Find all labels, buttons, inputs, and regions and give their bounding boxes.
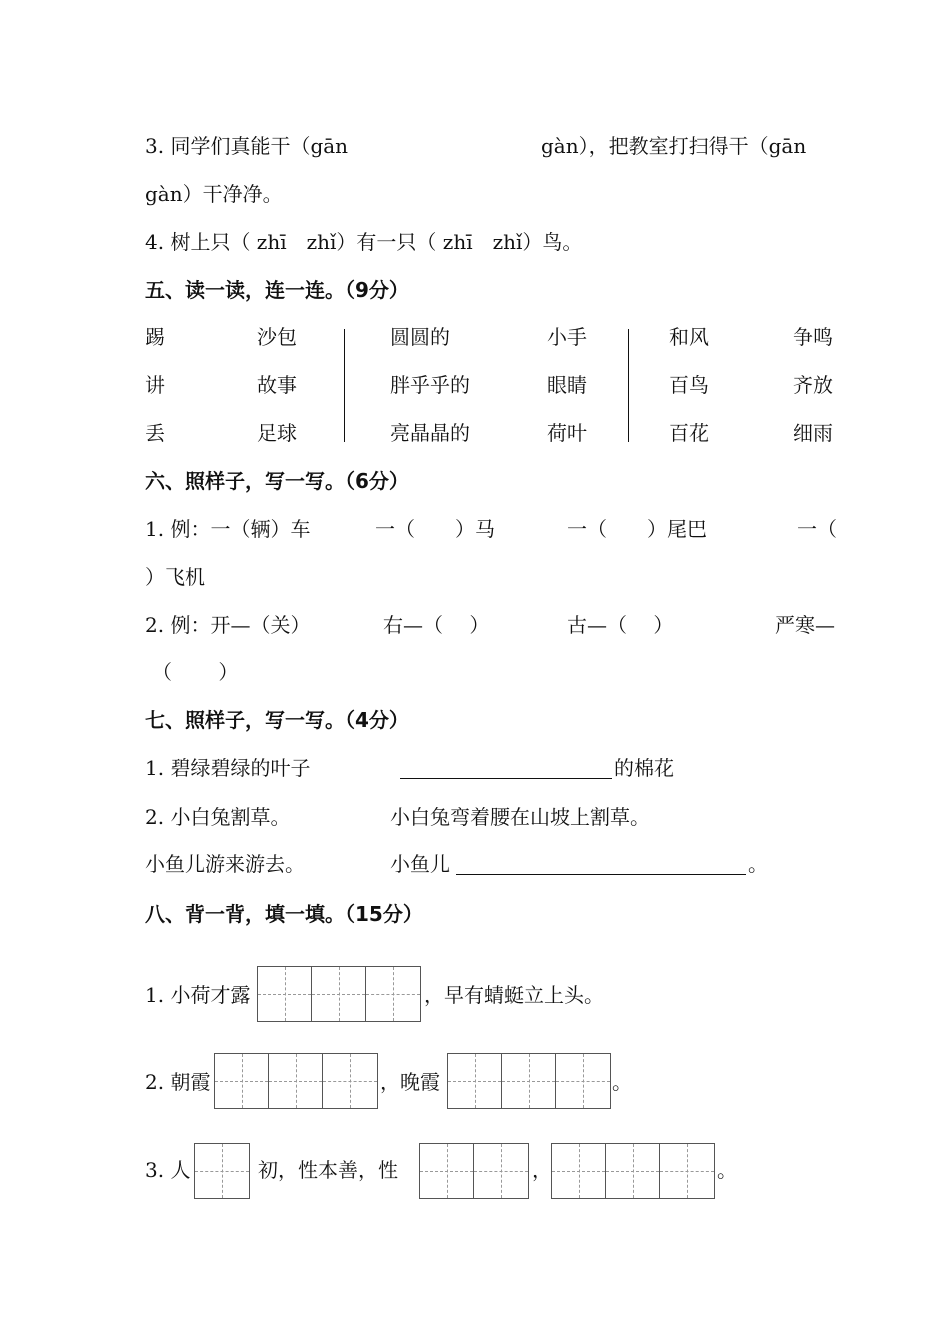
q7-2-task-a: 小鱼儿游来游去。: [145, 852, 305, 876]
section5-heading: 五、读一读，连一连。（9分）: [145, 278, 409, 302]
q6-1-c[interactable]: 一（: [797, 517, 837, 541]
q8-3-prefix: 3. 人: [145, 1158, 191, 1182]
q8-3-end: 。: [717, 1158, 737, 1182]
grid-cell[interactable]: [312, 967, 366, 1021]
match-right-9[interactable]: 细雨: [793, 421, 833, 445]
grid-cell[interactable]: [556, 1054, 610, 1108]
match-right-5[interactable]: 眼睛: [547, 373, 587, 397]
q8-3-mid: 初，性本善，性: [258, 1158, 398, 1182]
grid-cell[interactable]: [366, 967, 420, 1021]
q8-2-grid-b[interactable]: [447, 1053, 611, 1109]
section7-heading: 七、照样子，写一写。（4分）: [145, 708, 409, 732]
match-right-7[interactable]: 争鸣: [793, 325, 833, 349]
q7-1-example: 1. 碧绿碧绿的叶子: [145, 756, 311, 780]
match-left-8[interactable]: 百鸟: [669, 373, 709, 397]
match-left-2[interactable]: 讲: [145, 373, 165, 397]
q8-2-end: 。: [612, 1070, 632, 1094]
section6-heading: 六、照样子，写一写。（6分）: [145, 469, 409, 493]
q6-2-example: 2. 例：开—（关）: [145, 613, 311, 637]
q8-2-grid-a[interactable]: [214, 1053, 378, 1109]
grid-cell[interactable]: [258, 967, 312, 1021]
grid-cell[interactable]: [660, 1144, 714, 1198]
q8-3-comma: ，: [532, 1158, 552, 1182]
match-right-4[interactable]: 小手: [547, 325, 587, 349]
match-left-4[interactable]: 圆圆的: [390, 325, 450, 349]
q7-1-suffix: 的棉花: [614, 756, 674, 780]
q6-1-b[interactable]: 一（ ）尾巴: [567, 517, 707, 541]
q6-1-example: 1. 例：一（辆）车: [145, 517, 311, 541]
q7-2-task-b: 小鱼儿: [390, 852, 450, 876]
q6-2-a[interactable]: 右—（ ）: [383, 613, 490, 637]
q8-1-prefix: 1. 小荷才露: [145, 983, 251, 1007]
divider-1: [344, 329, 345, 442]
q8-2-mid: ，晚霞: [380, 1070, 440, 1094]
section8-heading: 八、背一背，填一填。（15分）: [145, 902, 423, 926]
q6-2-b[interactable]: 古—（ ）: [567, 613, 674, 637]
match-right-3[interactable]: 足球: [257, 421, 297, 445]
match-left-1[interactable]: 踢: [145, 325, 165, 349]
q6-2-c2[interactable]: （ ）: [152, 660, 239, 684]
grid-cell[interactable]: [606, 1144, 660, 1198]
q8-1-suffix: ，早有蜻蜓立上头。: [424, 983, 604, 1007]
match-left-5[interactable]: 胖乎乎的: [390, 373, 470, 397]
grid-cell[interactable]: [269, 1054, 323, 1108]
match-right-1[interactable]: 沙包: [257, 325, 297, 349]
q4-4: 4. 树上只（ zhī zhǐ）有一只（ zhī zhǐ）鸟。: [145, 230, 583, 254]
q6-2-c: 严寒—: [775, 613, 835, 637]
grid-cell[interactable]: [323, 1054, 377, 1108]
q8-2-prefix: 2. 朝霞: [145, 1070, 211, 1094]
match-right-2[interactable]: 故事: [257, 373, 297, 397]
q4-3-line2: gàn）干净净。: [145, 182, 283, 206]
q7-2-task-end: 。: [748, 852, 768, 876]
match-left-6[interactable]: 亮晶晶的: [390, 421, 470, 445]
q6-1-c2: ）飞机: [145, 565, 205, 589]
q8-1-grid[interactable]: [257, 966, 421, 1022]
match-right-6[interactable]: 荷叶: [547, 421, 587, 445]
grid-cell[interactable]: [448, 1054, 502, 1108]
q8-3-grid-b[interactable]: [419, 1143, 529, 1199]
match-right-8[interactable]: 齐放: [793, 373, 833, 397]
match-left-7[interactable]: 和风: [669, 325, 709, 349]
match-left-9[interactable]: 百花: [669, 421, 709, 445]
match-left-3[interactable]: 丢: [145, 421, 165, 445]
q7-2-example-a: 2. 小白兔割草。: [145, 805, 291, 829]
divider-2: [628, 329, 629, 442]
grid-cell[interactable]: [502, 1054, 556, 1108]
q8-3-grid-a[interactable]: [194, 1143, 250, 1199]
q4-3-line1-b: gàn），把教室打扫得干（gān: [541, 134, 807, 158]
q8-3-grid-c[interactable]: [551, 1143, 715, 1199]
q6-1-a[interactable]: 一（ ）马: [375, 517, 495, 541]
grid-cell[interactable]: [420, 1144, 474, 1198]
grid-cell[interactable]: [195, 1144, 249, 1198]
q7-1-answer-line[interactable]: [400, 778, 612, 779]
grid-cell[interactable]: [474, 1144, 528, 1198]
q7-2-example-b: 小白兔弯着腰在山坡上割草。: [390, 805, 650, 829]
grid-cell[interactable]: [215, 1054, 269, 1108]
q4-3-line1-a: 3. 同学们真能干（gān: [145, 134, 349, 158]
grid-cell[interactable]: [552, 1144, 606, 1198]
q7-2-answer-line[interactable]: [456, 874, 746, 875]
